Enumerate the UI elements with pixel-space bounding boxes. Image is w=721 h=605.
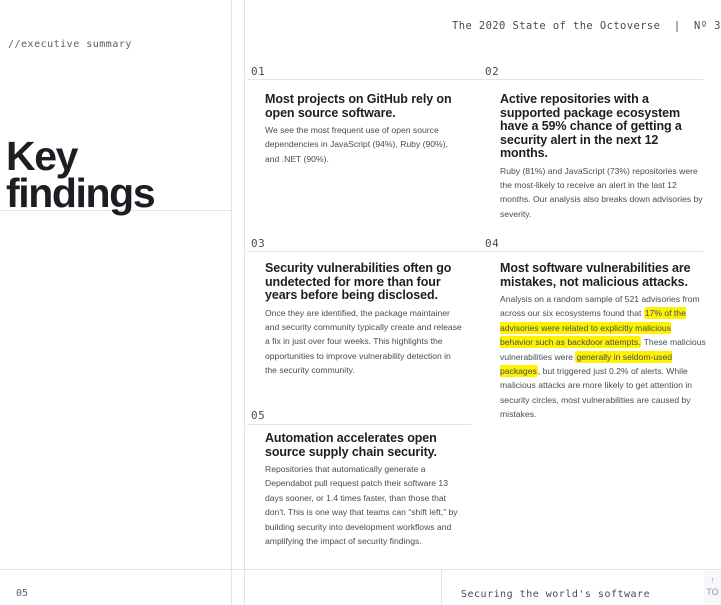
footer-tagline: Securing the world's software [461,589,651,600]
header-page-number: Nº 3 [694,20,721,32]
finding-number: 03 [251,237,266,250]
section-label: //executive summary [8,39,132,50]
divider [247,251,703,252]
highlighted-text: 17% of the advisories were related to explicitly malicious behavior such as backdoor attempts. [500,308,686,348]
page-title [6,133,155,216]
finding-number: 02 [485,65,500,78]
back-to-top-button[interactable] [704,571,721,605]
finding-title: Security vulnerabilities often go undetected for more than four years before being disclosed. [265,261,452,302]
back-to-top-label: TO [706,587,719,597]
finding-card [265,262,465,378]
finding-card [500,262,706,422]
header-separator: | [673,20,681,32]
finding-body [500,292,706,422]
arrow-up-icon: ↑ [710,575,715,585]
finding-body-text: These malicious vulnerabilities were [500,337,706,362]
finding-title: Active repositories with a supported package ecosystem have a 59% chance of getting a security alert in the next 12 months. [500,92,682,160]
grid-line [231,0,232,605]
finding-card [265,432,460,548]
footer-page-number: 05 [16,588,29,599]
report-title: The 2020 State of the Octoverse [452,20,661,32]
finding-number: 04 [485,237,500,250]
divider [247,79,703,80]
finding-title: Automation accelerates open source supply chain security. [265,431,437,459]
finding-body: Ruby (81%) and JavaScript (73%) repositories were the most-likely to receive an alert in the last 12 months. Our analysis also breaks down advisories by severity. [500,165,703,219]
page-title-line1: Key [6,133,78,179]
finding-title: Most software vulnerabilities are mistakes, not malicious attacks. [500,261,691,289]
highlighted-text: generally in seldom-used packages [500,351,673,377]
divider [0,569,721,570]
page-title-line2: findings [6,170,155,216]
grid-line [244,0,245,605]
grid-line [441,569,442,605]
finding-body: We see the most frequent use of open source dependencies in JavaScript (94%), Ruby (90%), and .NET (90%). [265,125,448,164]
finding-card [265,93,460,166]
finding-body-text: , but triggered just 0.2% of alerts. While malicious attacks are more likely to get attention in security circles, most vulnerabilities are caused by mistakes. [500,366,693,420]
finding-title: Most projects on GitHub rely on open source software. [265,92,452,120]
finding-body: Once they are identified, the package maintainer and security community typically create and release a fix in just over four weeks. This highlights the opportunities to improve vulnerability detection in the security community. [265,307,462,376]
finding-body: Repositories that automatically generate a Dependabot pull request patch their software 13 days sooner, or 1.4 times faster, than those that don't. This is one way that teams can “shift left,” by building security into development workflows and amplifying the impact of security findings. [265,464,458,547]
finding-number: 01 [251,65,266,78]
divider [247,424,471,425]
finding-body-text: Analysis on a random sample of 521 advisories from across our six ecosystems found that [500,294,700,319]
finding-card [500,93,705,221]
report-header [452,20,721,32]
finding-number: 05 [251,409,266,422]
